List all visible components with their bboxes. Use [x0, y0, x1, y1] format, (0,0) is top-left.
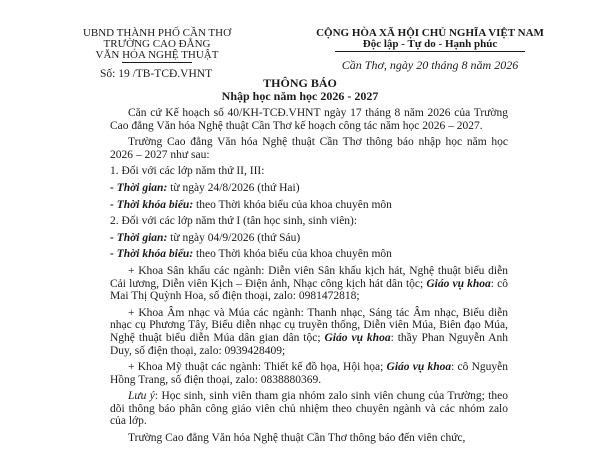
faculty-text: + Khoa Sân khấu các ngành: Diễn viên Sân khấu kịch hát, Nghệ thuật biểu diễn Cải lương, Diễn viên Kịch – Điện ảnh, Nhạc công kịch hát dân tộc; [110, 264, 508, 290]
note-text: : Học sinh, sinh viên tham gia nhóm zalo sinh viên chung của Trường; theo dõi thông báo phân công giáo viên chủ nhiệm theo chuyên ngành và các nhóm zalo của lớp. [110, 390, 508, 428]
faculty-fine-arts [110, 361, 508, 386]
faculty-music-dance [110, 307, 508, 357]
section-1-heading: 1. Đối với các lớp năm thứ II, III: [110, 165, 265, 178]
schedule-value: theo Thời khóa biểu của khoa chuyên môn [193, 198, 392, 211]
document-body [110, 107, 508, 449]
academic-office-label: Giáo vụ khoa [386, 361, 452, 374]
schedule-label: - Thời khóa biểu: [110, 248, 194, 261]
note-label: Lưu ý [128, 390, 155, 403]
note-paragraph [110, 390, 508, 428]
agency-line-2: TRƯỜNG CAO ĐẲNG [103, 38, 211, 50]
schedule-label: - Thời khóa biểu: [110, 198, 194, 211]
time-value: từ ngày 04/9/2026 (thứ Sáu) [167, 231, 301, 244]
section-2-schedule [110, 248, 508, 261]
schedule-value: theo Thời khóa biểu của khoa chuyên môn [193, 248, 392, 261]
paragraph-basis: Căn cứ Kế hoạch số 40/KH-TCĐ.VHNT ngày 17 tháng 8 năm 2026 của Trường Cao đẳng Văn hóa Nghệ thuật Cần Thơ kế hoạch công tác năm học 2026 – 2027. [110, 107, 508, 132]
faculty-theatre [110, 265, 508, 303]
title-line-2: Nhập học năm học 2026 - 2027 [221, 89, 379, 103]
section-2-heading: 2. Đối với các lớp năm thứ I (tân học sinh, sinh viên): [110, 215, 358, 228]
section-1-schedule [110, 199, 508, 212]
academic-office-contact: : cô Nguyễn Hồng Trang, số điện thoại, zalo: 0838880369. [110, 361, 508, 386]
faculty-text: + Khoa Âm nhạc và Múa các ngành: Thanh nhạc, Sáng tác Âm nhạc, Biểu diễn nhạc cụ Phương Tây, Biểu diễn nhạc cụ truyền thống, Diễn viên Múa, Biên đạo Múa, Nghệ thuật biểu diễn Múa dân gian dân tộc; [110, 306, 508, 344]
faculty-text: + Khoa Mỹ thuật các ngành: Thiết kế đồ họa, Hội họa; [128, 361, 387, 374]
academic-office-label: Giáo vụ khoa [426, 277, 491, 290]
issuing-agency-block [62, 28, 252, 80]
agency-line-3: VĂN HÓA NGHỆ THUẬT [95, 49, 219, 61]
time-label: - Thời gian: [110, 231, 168, 244]
agency-line-1: UBND THÀNH PHỐ CẦN THƠ [82, 27, 232, 39]
academic-office-contact: : thầy Phan Nguyễn Anh Duy, số điện thoại, zalo: 0939428409; [110, 331, 508, 357]
paragraph-intro: Trường Cao đẳng Văn hóa Nghệ thuật Cần Thơ thông báo nhập học năm học 2026 – 2027 như sau: [110, 136, 508, 161]
section-2-time [110, 232, 508, 245]
document-number: Số: 19 /TB-TCĐ.VHNT [100, 68, 213, 80]
closing-paragraph: Trường Cao đẳng Văn hóa Nghệ thuật Cần Thơ thông báo đến viên chức, [128, 432, 466, 445]
place-date-line: Cần Thơ, ngày 20 tháng 8 năm 2026 [341, 58, 519, 72]
national-motto-block [280, 28, 580, 71]
section-1-time [110, 182, 508, 195]
time-value: từ ngày 24/8/2026 (thứ Hai) [167, 181, 300, 194]
agency-divider [122, 62, 192, 63]
time-label: - Thời gian: [110, 181, 168, 194]
academic-office-label: Giáo vụ khoa [324, 331, 391, 344]
title-line-1: THÔNG BÁO [263, 76, 337, 90]
document-title [0, 77, 600, 103]
motto: Độc lập - Tự do - Hạnh phúc [335, 39, 525, 52]
country-name: CỘNG HÒA XÃ HỘI CHỦ NGHĨA VIỆT NAM [316, 27, 544, 39]
academic-office-contact: : cô Mai Thị Quỳnh Hoa, số điện thoại, zalo: 0981472818; [110, 277, 508, 303]
